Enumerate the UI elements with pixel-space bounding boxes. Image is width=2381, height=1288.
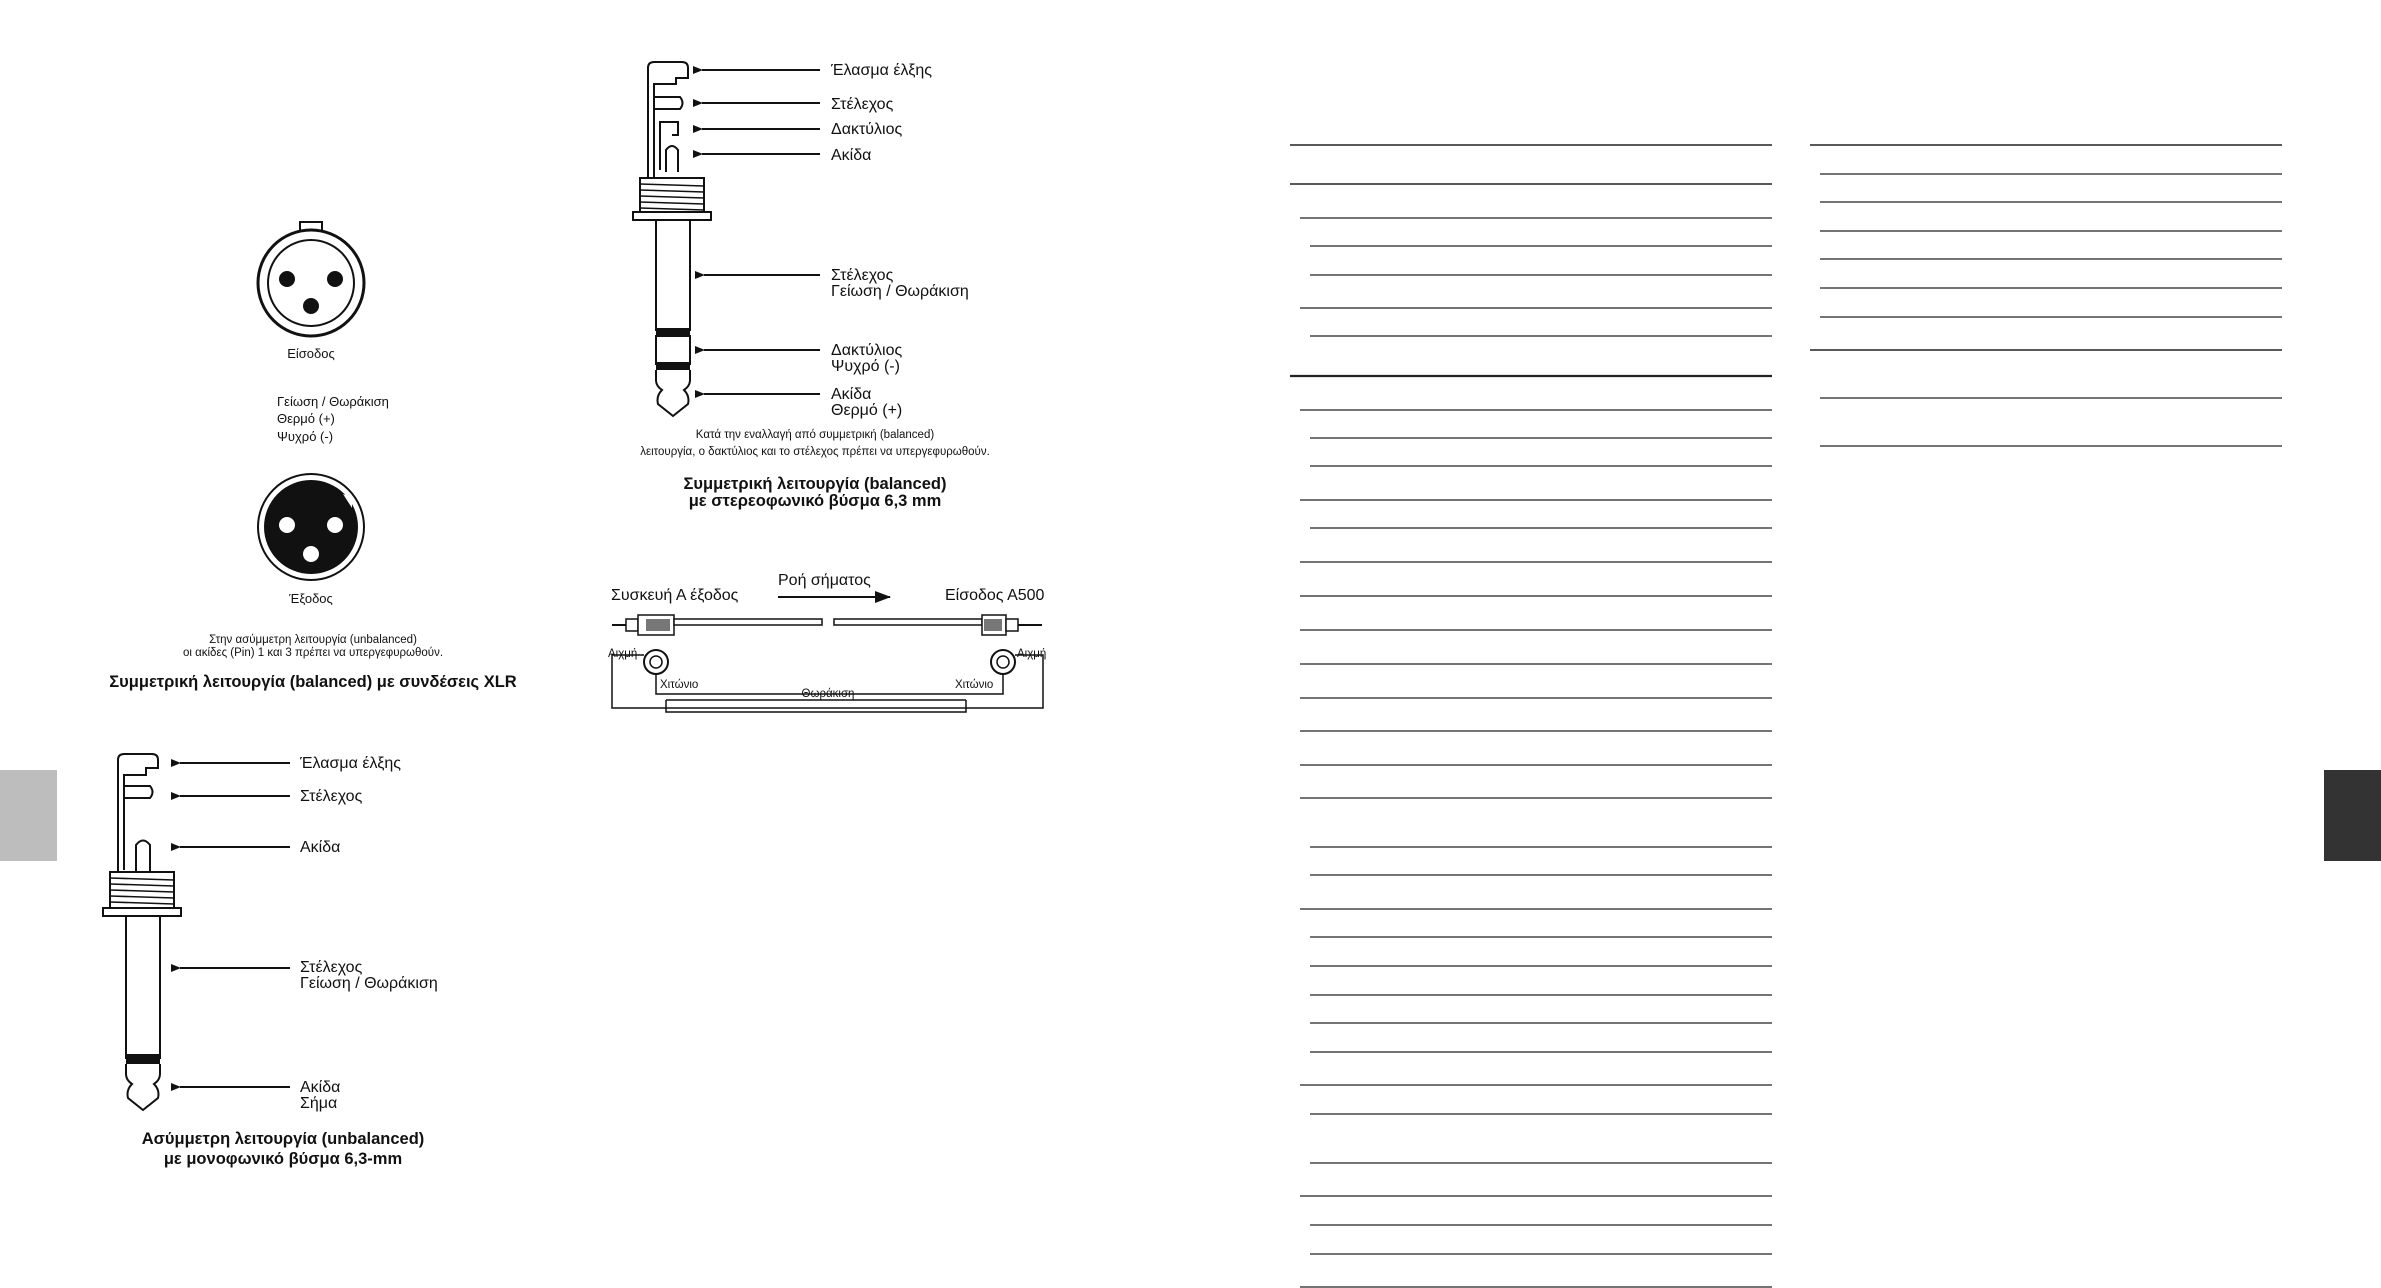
xlr-pin-hot-label: Θερμό (+) (277, 411, 335, 426)
xlr-caption: Συμμετρική λειτουργία (balanced) με συνδέσεις XLR (109, 673, 517, 691)
cable-sleeve-right-label: Χιτώνιο (955, 679, 994, 691)
stereo-caption-line2: με στερεοφωνικό βύσμα 6,3 mm (688, 492, 942, 510)
stereo-body-label-1: Στέλεχος (831, 267, 894, 284)
mono-body-label-2: Γείωση / Θωράκιση (300, 975, 438, 992)
mono-tip-label: Ακίδα (300, 839, 341, 856)
xlr-note-line1: Στην ασύμμετρη λειτουργία (unbalanced) (209, 634, 417, 646)
stereo-note-line1: Κατά την εναλλαγή από συμμετρική (balanced) (695, 429, 935, 441)
xlr-pin-ground-label: Γείωση / Θωράκιση (277, 394, 389, 409)
mono-latch-label: Έλασμα έλξης (300, 755, 402, 772)
stereo-body-label-2: Γείωση / Θωράκιση (831, 283, 969, 300)
stereo-caption-line1: Συμμετρική λειτουργία (balanced) (683, 475, 947, 493)
xlr-note-line2: οι ακίδες (Pin) 1 και 3 πρέπει να υπεργεφυρωθούν. (182, 647, 444, 659)
stereo-tip-label: Ακίδα (831, 147, 872, 164)
xlr-output-label: Έξοδος (289, 591, 333, 606)
cable-source-label: Συσκευή Α έξοδος (611, 587, 739, 604)
xlr-pin-cold-label: Ψυχρό (-) (277, 429, 334, 444)
mono-caption-line2: με μονοφωνικό βύσμα 6,3-mm (163, 1150, 403, 1168)
stereo-jack-plug (633, 62, 711, 416)
cable-shield-label: Θωράκιση (801, 688, 855, 700)
mono-tipend-label-1: Ακίδα (300, 1079, 341, 1096)
stereo-sleeve-label: Στέλεχος (831, 96, 894, 113)
xlr-input-label: Είσοδος (287, 346, 335, 361)
stereo-tipend-label-2: Θερμό (+) (831, 402, 903, 419)
mono-body-label-1: Στέλεχος (300, 959, 363, 976)
stereo-ring-contact-label-2: Ψυχρό (-) (831, 358, 900, 375)
xlr-input-connector (258, 222, 364, 336)
ruled-note-lines (1290, 145, 2282, 1287)
rca-jack-left (644, 650, 668, 674)
rca-jack-right (991, 650, 1015, 674)
cable-dest-label: Είσοδος Α500 (945, 587, 1045, 604)
xlr-output-connector (258, 474, 364, 580)
stereo-latch-label: Έλασμα έλξης (831, 62, 933, 79)
cable-tip-right-label: Αιχμή (1017, 648, 1047, 660)
mono-sleeve-label: Στέλεχος (300, 788, 363, 805)
stereo-note-line2: λειτουργία, ο δακτύλιος και το στέλεχος πρέπει να υπεργεφυρωθούν. (640, 446, 990, 458)
stereo-tipend-label-1: Ακίδα (831, 386, 872, 403)
cable-flow-label: Ροή σήματος (778, 572, 871, 589)
mono-jack-plug (103, 754, 181, 1110)
cable-sleeve-left-label: Χιτώνιο (660, 679, 699, 691)
cable-tip-left-label: Αιχμή (608, 648, 638, 660)
stereo-ring-contact-label-1: Δακτύλιος (831, 342, 903, 359)
mono-caption-line1: Ασύμμετρη λειτουργία (unbalanced) (141, 1130, 425, 1148)
rca-cable (612, 615, 1042, 635)
mono-tipend-label-2: Σήμα (300, 1095, 338, 1112)
stereo-ring-label: Δακτύλιος (831, 121, 903, 138)
